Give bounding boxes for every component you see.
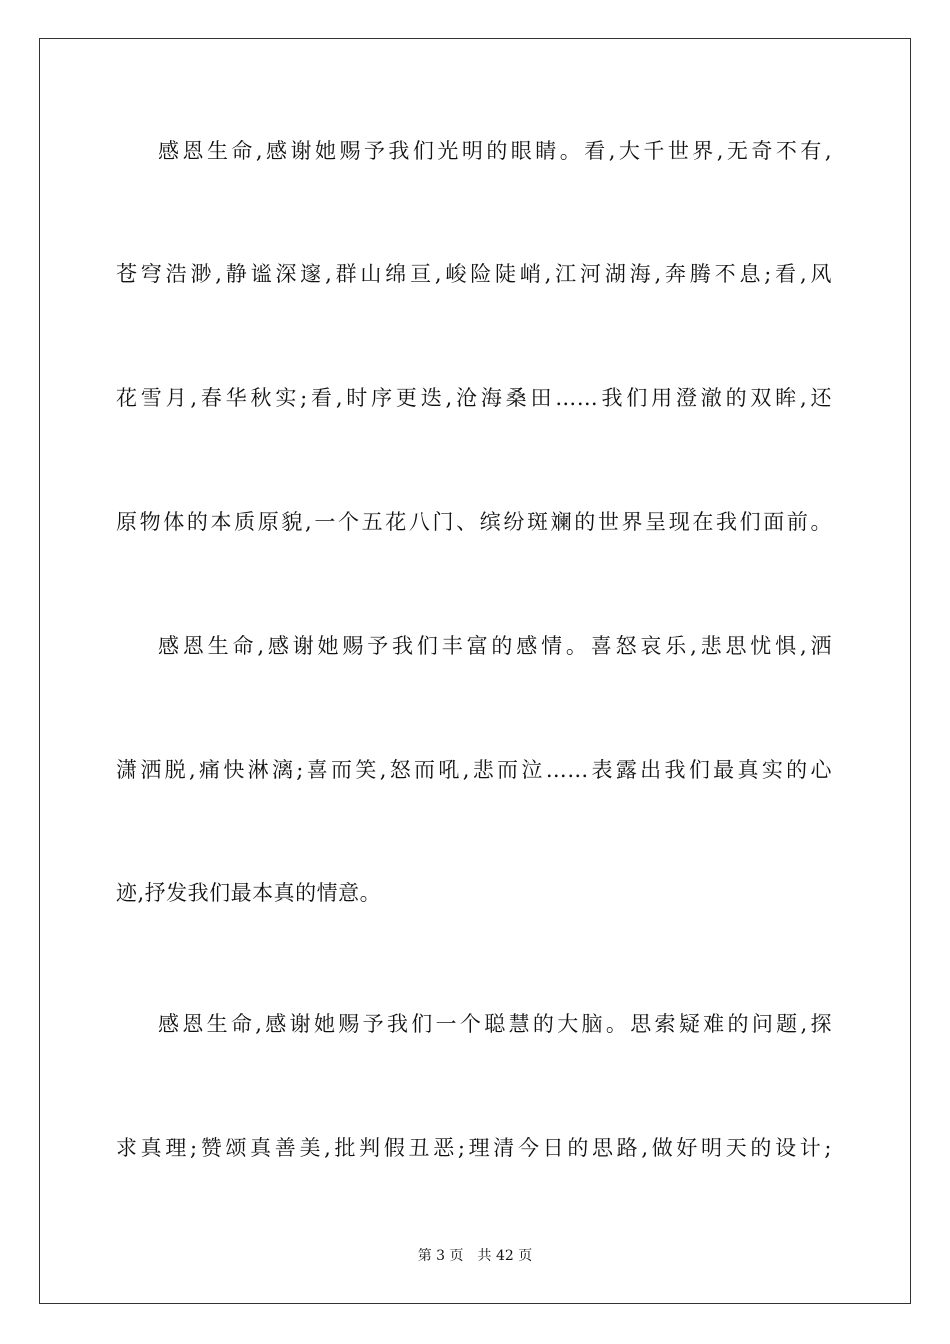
page-number-footer: 第 3 页 共 42 页 xyxy=(417,1248,533,1264)
paragraph-2-line-2: 潇洒脱,痛快淋漓;喜而笑,怒而吼,悲而泣……表露出我们最真实的心 xyxy=(116,758,832,782)
paragraph-1-line-3: 花雪月,春华秋实;看,时序更迭,沧海桑田……我们用澄澈的双眸,还 xyxy=(116,386,832,410)
paragraph-2-line-1: 感恩生命,感谢她赐予我们丰富的感情。喜怒哀乐,悲思忧惧,洒 xyxy=(158,634,832,658)
paragraph-1-line-1: 感恩生命,感谢她赐予我们光明的眼睛。看,大千世界,无奇不有, xyxy=(158,139,832,163)
paragraph-1-line-4: 原物体的本质原貌,一个五花八门、缤纷斑斓的世界呈现在我们面前。 xyxy=(116,510,832,534)
page-border xyxy=(39,38,911,1304)
paragraph-3-line-1: 感恩生命,感谢她赐予我们一个聪慧的大脑。思索疑难的问题,探 xyxy=(158,1012,832,1036)
paragraph-3-line-2: 求真理;赞颂真善美,批判假丑恶;理清今日的思路,做好明天的设计; xyxy=(116,1136,832,1160)
paragraph-1-line-2: 苍穹浩渺,静谧深邃,群山绵亘,峻险陡峭,江河湖海,奔腾不息;看,风 xyxy=(116,262,832,286)
paragraph-2-line-3: 迹,抒发我们最本真的情意。 xyxy=(116,881,382,905)
